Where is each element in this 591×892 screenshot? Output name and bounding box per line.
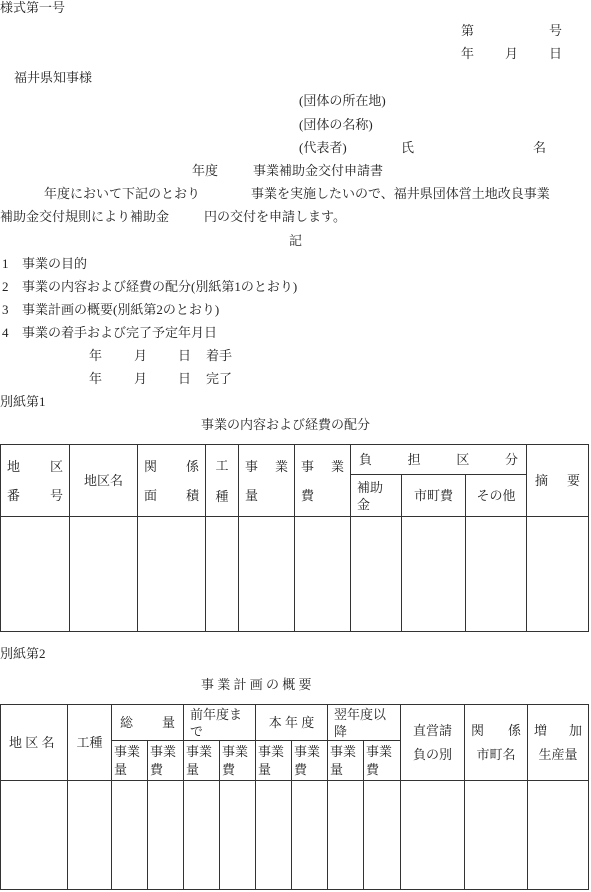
date-year: 年: [461, 46, 475, 61]
col2-total-cost: 事業 費: [148, 741, 184, 781]
body-cell[interactable]: [292, 781, 328, 889]
col2-total-group: 総 量: [112, 705, 184, 741]
body-cell[interactable]: [138, 517, 206, 631]
col2-this-cost: 事業 費: [292, 741, 328, 781]
body-cell[interactable]: [364, 781, 401, 889]
col2-next-cost: 事業 費: [364, 741, 401, 781]
body-cell[interactable]: [184, 781, 220, 889]
attachment1-title: 事業の内容および経費の配分: [201, 417, 371, 432]
body-cell[interactable]: [528, 781, 588, 889]
col-work-type: 工 種: [206, 445, 239, 517]
body-cell[interactable]: [351, 517, 402, 631]
schedule-month: 月: [134, 371, 148, 386]
body-cell[interactable]: [206, 517, 239, 631]
col2-prev-year-group: 前年度ま で: [184, 705, 256, 741]
col2-next-year-group: 翌年度以 降: [328, 705, 401, 741]
col-work-quantity: 事 業 量: [239, 445, 295, 517]
col-municipal-cost: 市町費: [402, 475, 466, 517]
body-cell[interactable]: [1, 781, 68, 889]
applicant-mei: 名: [533, 140, 547, 155]
item-num: 3: [2, 302, 9, 317]
body-cell[interactable]: [70, 517, 138, 631]
col-related-area: 関 係 面 積: [138, 445, 206, 517]
body-cell[interactable]: [1, 517, 70, 631]
body-line1-a: 年度において下記のとおり: [44, 186, 201, 201]
col2-prev-quantity: 事業 量: [184, 741, 220, 781]
col2-related-municipality: 関 係 市町名: [465, 705, 528, 781]
number-go: 号: [549, 23, 563, 38]
col-district-name: 地区名: [70, 445, 138, 517]
attachment2-table: [0, 704, 589, 890]
body-cell[interactable]: [112, 781, 148, 889]
body-cell[interactable]: [527, 517, 588, 631]
col-work-cost: 事 業 費: [295, 445, 351, 517]
date-month: 月: [505, 46, 519, 61]
body-cell[interactable]: [402, 517, 466, 631]
col-burden-group: 負 担 区 分: [351, 445, 527, 475]
col-remarks: 摘 要: [527, 445, 588, 517]
col2-district-name: 地 区 名: [1, 705, 68, 781]
body-cell[interactable]: [401, 781, 465, 889]
ki-marker: 記: [289, 233, 303, 248]
applicant-address: (団体の所在地): [299, 93, 386, 108]
item-num: 2: [2, 279, 9, 294]
item-text: 事業の目的: [22, 256, 88, 271]
attachment2-label: 別紙第2: [0, 646, 46, 661]
document-title: 事業補助金交付申請書: [253, 163, 384, 178]
col-subsidy: 補助 金: [351, 475, 402, 517]
attachment1-table: [0, 444, 589, 632]
col2-direct-contract: 直営請 負の別: [401, 705, 465, 781]
body-cell[interactable]: [328, 781, 364, 889]
applicant-name: (団体の名称): [299, 117, 373, 132]
body-line2-b: 円の交付を申請します。: [204, 209, 346, 224]
body-cell[interactable]: [220, 781, 256, 889]
col2-next-quantity: 事業 量: [328, 741, 364, 781]
schedule-year: 年: [89, 371, 103, 386]
body-line2-a: 補助金交付規則により補助金: [0, 209, 170, 224]
item-text: 事業の内容および経費の配分(別紙第1のとおり): [22, 279, 298, 294]
applicant-representative: (代表者): [299, 140, 347, 155]
attachment1-label: 別紙第1: [0, 394, 46, 409]
body-cell[interactable]: [465, 781, 528, 889]
col-other: その他: [466, 475, 527, 517]
applicant-shi: 氏: [401, 140, 415, 155]
item-num: 4: [2, 325, 9, 340]
col2-work-type: 工種: [68, 705, 112, 781]
schedule-label: 着手: [206, 348, 233, 363]
schedule-year: 年: [89, 348, 103, 363]
item-text: 事業の着手および完了予定年月日: [22, 325, 218, 340]
form-number: 様式第一号: [0, 0, 66, 15]
col2-prev-cost: 事業 費: [220, 741, 256, 781]
number-dai: 第: [461, 23, 475, 38]
col2-this-quantity: 事業 量: [256, 741, 292, 781]
schedule-label: 完了: [206, 371, 233, 386]
body-cell[interactable]: [68, 781, 112, 889]
date-day: 日: [549, 46, 563, 61]
body-cell[interactable]: [239, 517, 295, 631]
body-cell[interactable]: [256, 781, 292, 889]
body-line1-b: 事業を実施したいので、福井県団体営土地改良事業: [251, 186, 550, 201]
item-text: 事業計画の概要(別紙第2のとおり): [22, 302, 220, 317]
col2-this-year-group: 本 年 度: [256, 705, 328, 741]
body-cell[interactable]: [148, 781, 184, 889]
col2-total-quantity: 事業 量: [112, 741, 148, 781]
addressee: 福井県知事様: [14, 70, 93, 85]
body-cell[interactable]: [466, 517, 527, 631]
col-district-number: 地 区 番 号: [1, 445, 70, 517]
title-nendo: 年度: [192, 163, 219, 178]
col2-production-increase: 増 加 生産量: [528, 705, 588, 781]
schedule-day: 日: [178, 371, 192, 386]
attachment2-title: 事 業 計 画 の 概 要: [201, 677, 312, 692]
schedule-day: 日: [178, 348, 192, 363]
body-cell[interactable]: [295, 517, 351, 631]
item-num: 1: [2, 256, 9, 271]
schedule-month: 月: [134, 348, 148, 363]
